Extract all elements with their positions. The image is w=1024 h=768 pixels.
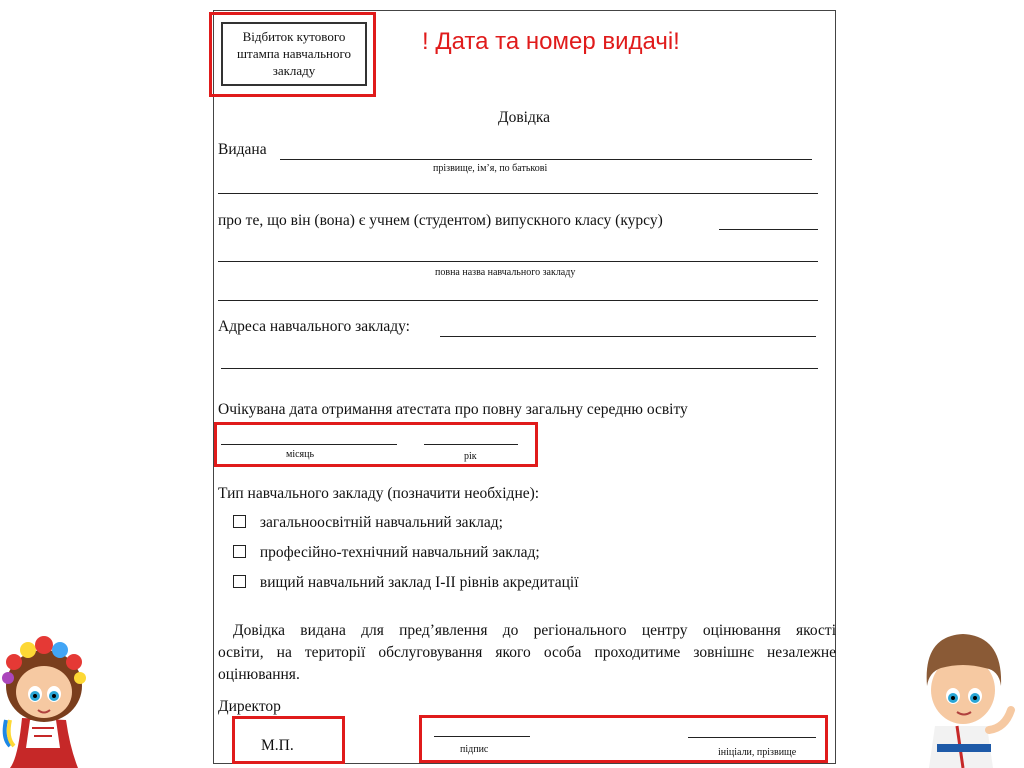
checkbox-icon[interactable] xyxy=(233,545,246,558)
issued-to-label: Видана xyxy=(218,141,267,158)
boy-mascot-icon xyxy=(915,628,1020,768)
initials-caption: ініціали, прізвище xyxy=(718,747,797,758)
paragraph-line-2: освіти, на території обслуговування якого особа проходитиме зовнішнє незалежне xyxy=(218,644,836,661)
issued-to-field-line-2[interactable] xyxy=(218,193,818,194)
signature-caption: підпис xyxy=(460,744,489,755)
type-option-2[interactable] xyxy=(233,544,540,562)
type-option-3[interactable] xyxy=(233,574,579,592)
institution-field-line-2[interactable] xyxy=(218,300,818,301)
type-option-2-label: професійно-технічний навчальний заклад; xyxy=(259,544,540,561)
checkbox-icon[interactable] xyxy=(233,515,246,528)
paragraph-line-3: оцінювання. xyxy=(218,666,300,683)
stamp-highlight xyxy=(209,12,376,97)
address-field-line-2[interactable] xyxy=(221,368,818,369)
institution-caption: повна назва навчального закладу xyxy=(435,267,576,278)
month-caption: місяць xyxy=(286,449,315,460)
checkbox-icon[interactable] xyxy=(233,575,246,588)
seal-highlight xyxy=(232,716,345,764)
type-option-3-label: вищий навчальний заклад І-ІІ рівнів акредитації xyxy=(259,574,579,591)
notice-text: ! Дата та номер видачі! xyxy=(422,28,680,55)
institution-field[interactable] xyxy=(218,261,818,262)
stamp-line-2: штампа навчального xyxy=(237,46,351,61)
date-highlight xyxy=(214,422,538,467)
signature-highlight xyxy=(419,715,828,763)
year-caption: рік xyxy=(464,451,477,462)
expected-date-label: Очікувана дата отримання атестата про повну загальну середню освіту xyxy=(218,401,688,418)
type-option-1[interactable] xyxy=(233,514,503,532)
girl-mascot-icon xyxy=(0,628,100,768)
type-label: Тип навчального закладу (позначити необхідне): xyxy=(218,485,540,502)
seal-label: М.П. xyxy=(261,737,294,754)
student-text: про те, що він (вона) є учнем (студентом) випускного класу (курсу) xyxy=(218,212,663,229)
paragraph-line-1: Довідка видана для пред’явлення до регіонального центру оцінювання якості xyxy=(233,622,836,639)
type-option-1-label: загальноосвітній навчальний заклад; xyxy=(259,514,503,531)
address-label: Адреса навчального закладу: xyxy=(218,318,410,335)
director-label: Директор xyxy=(218,698,281,715)
address-field[interactable] xyxy=(440,336,816,337)
stamp-line-1: Відбиток кутового xyxy=(242,29,346,44)
issued-to-caption: прізвище, ім’я, по батькові xyxy=(433,163,548,174)
purpose-paragraph xyxy=(218,620,836,686)
grade-field[interactable] xyxy=(719,229,818,230)
stamp-line-3: закладу xyxy=(272,63,316,78)
document-title: Довідка xyxy=(498,109,551,126)
issued-to-field[interactable] xyxy=(280,159,812,160)
